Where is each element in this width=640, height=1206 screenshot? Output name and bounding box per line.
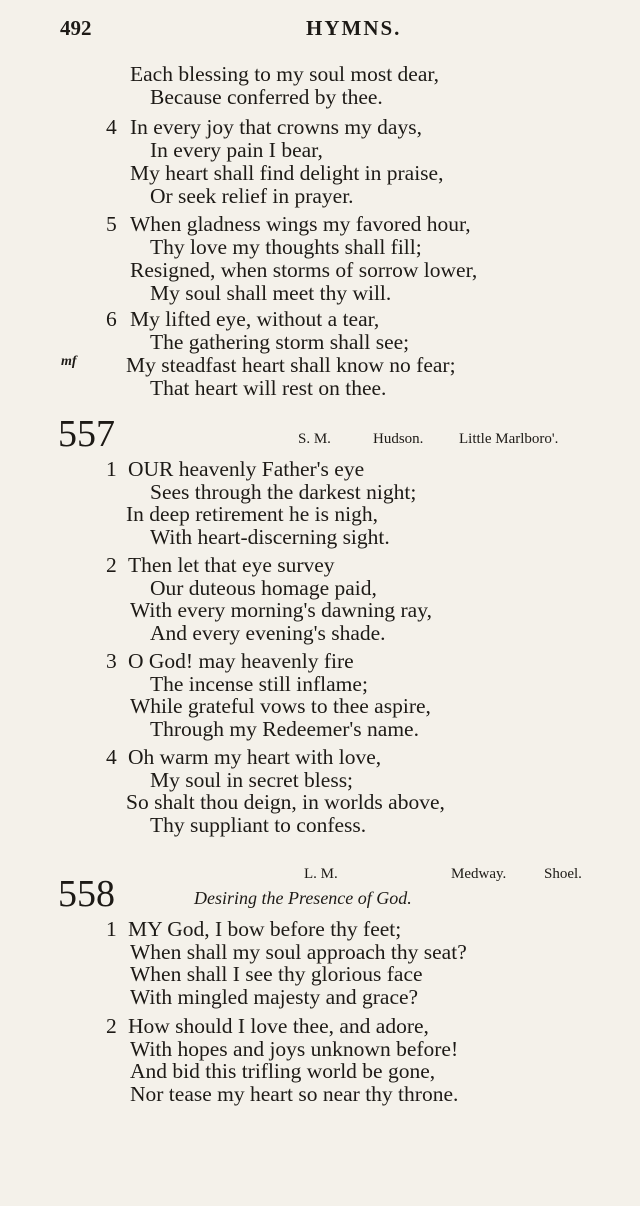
verse-line: Oh warm my heart with love,: [128, 745, 382, 769]
page-header: [0, 16, 640, 46]
verse-line: With hopes and joys unknown before!: [130, 1037, 459, 1061]
continuation-line: Because conferred by thee.: [150, 85, 383, 109]
verse-number: 1: [106, 457, 117, 481]
page-number: 492: [60, 16, 92, 40]
verse-line: In deep retirement he is nigh,: [126, 502, 378, 526]
verse-line: Through my Redeemer's name.: [150, 717, 419, 741]
tune-name: Shoel.: [544, 866, 582, 882]
verse-line: That heart will rest on thee.: [150, 376, 387, 400]
verse-line: My heart shall find delight in praise,: [130, 161, 444, 185]
tune-name: Medway.: [451, 866, 507, 882]
verse-line: MY God, I bow before thy feet;: [128, 917, 402, 941]
verse-line: In every pain I bear,: [150, 138, 323, 162]
continuation-line: Each blessing to my soul most dear,: [130, 62, 440, 86]
verse-line: With every morning's dawning ray,: [130, 598, 432, 622]
verse-line: The incense still inflame;: [150, 672, 368, 696]
verse-line: Or seek relief in prayer.: [150, 184, 354, 208]
verse-line: And bid this trifling world be gone,: [130, 1059, 436, 1083]
hymn-title: Desiring the Presence of God.: [194, 888, 412, 908]
verse-line: In every joy that crowns my days,: [130, 115, 422, 139]
tune-name: Little Marlboro'.: [459, 431, 559, 447]
tune-name: Hudson.: [373, 431, 424, 447]
hymn-number: 558: [58, 873, 115, 915]
running-title: HYMNS.: [306, 16, 402, 40]
verse-line: Our duteous homage paid,: [150, 576, 377, 600]
verse-number: 2: [106, 1014, 117, 1038]
verse-number: 3: [106, 649, 117, 673]
hymn-number: 557: [58, 413, 115, 455]
verse-line: Thy love my thoughts shall fill;: [150, 235, 422, 259]
verse-line: Resigned, when storms of sorrow lower,: [130, 258, 478, 282]
hymn-meter: L. M.: [304, 866, 338, 882]
verse-line: When shall my soul approach thy seat?: [130, 940, 467, 964]
verse-line: My steadfast heart shall know no fear;: [126, 353, 456, 377]
verse-number: 4: [106, 745, 117, 769]
verse-line: Thy suppliant to confess.: [150, 813, 367, 837]
verse-line: How should I love thee, and adore,: [128, 1014, 429, 1038]
hymn-meter: S. M.: [298, 431, 331, 447]
verse-number: 6: [106, 307, 117, 331]
verse-line: Then let that eye survey: [128, 553, 335, 577]
verse-line: My soul in secret bless;: [150, 768, 354, 792]
verse-line: O God! may heavenly fire: [128, 649, 354, 673]
verse-line: When shall I see thy glorious face: [130, 962, 423, 986]
verse-line: When gladness wings my favored hour,: [130, 212, 471, 236]
verse-line: Sees through the darkest night;: [150, 480, 417, 504]
verse-number: 2: [106, 553, 117, 577]
verse-line: And every evening's shade.: [150, 621, 386, 645]
verse-line: OUR heavenly Father's eye: [128, 457, 365, 481]
verse-line: My soul shall meet thy will.: [150, 281, 392, 305]
verse-number: 4: [106, 115, 117, 139]
verse-number: 5: [106, 212, 117, 236]
verse-line: While grateful vows to thee aspire,: [130, 694, 431, 718]
verse-number: 1: [106, 917, 117, 941]
verse-line: With heart-discerning sight.: [150, 525, 390, 549]
verse-line: So shalt thou deign, in worlds above,: [126, 790, 445, 814]
dynamic-marking: mf: [61, 354, 77, 369]
verse-line: The gathering storm shall see;: [150, 330, 410, 354]
verse-line: My lifted eye, without a tear,: [130, 307, 380, 331]
verse-line: Nor tease my heart so near thy throne.: [130, 1082, 459, 1106]
verse-line: With mingled majesty and grace?: [130, 985, 419, 1009]
